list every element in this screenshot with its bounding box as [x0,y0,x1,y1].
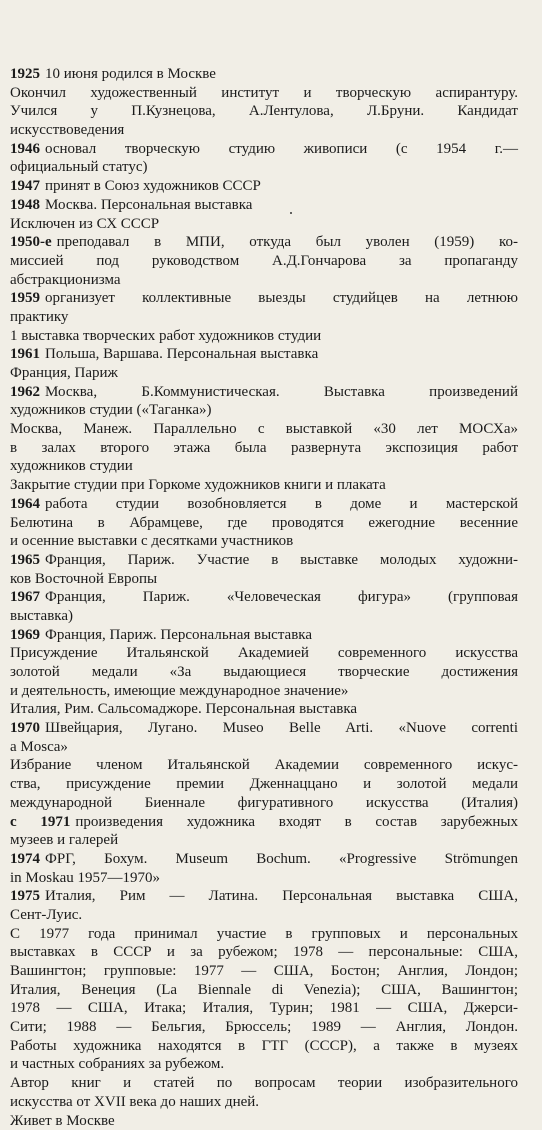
text-line [10,943,518,962]
line-text: Италия, Рим. Сальсомаджоре. Персональная выставка [10,701,357,717]
line-text: Белютина в Абрамцеве, где проводятся ежегодние весенние [10,515,518,531]
year-label: 1969 [10,627,40,643]
text-line [10,121,518,140]
line-text: Учился у П.Кузнецова, А.Лентулова, Л.Бруни. Кандидат [10,103,518,119]
year-label: 1946 [10,141,40,157]
year-label: 1948 [10,197,40,213]
text-line [10,532,518,551]
text-line [10,327,518,346]
text-line [10,457,518,476]
text-line [10,887,518,906]
year-label: 1961 [10,346,40,362]
year-label: 1947 [10,178,40,194]
year-label: 1974 [10,851,40,867]
line-text: in Moskau 1957—1970» [10,870,160,886]
year-label: 1964 [10,496,40,512]
text-line [10,1018,518,1037]
text-line [10,102,518,121]
line-text: миссией под руководством А.Д.Гончарова за пропаганду [10,253,518,269]
line-text: Автор книг и статей по вопросам теории изобразительного [10,1075,518,1091]
text-line [10,401,518,420]
biography-text [10,65,518,1130]
text-line [10,215,518,234]
line-text: работа студии возобновляется в доме и мастерской [45,496,518,512]
year-label: 1950-е [10,234,52,250]
line-text: ФРГ, Бохум. Museum Bochum. «Progressive Strömungen [45,851,518,867]
text-line [10,252,518,271]
year-label: 1959 [10,290,40,306]
text-line [10,999,518,1018]
text-line [10,495,518,514]
line-text: абстракционизма [10,272,121,288]
text-line [10,906,518,925]
line-text: международной Биеннале фигуративного искусства (Италия) [10,795,518,811]
text-line [10,869,518,888]
text-line [10,271,518,290]
line-text: в залах второго этажа была развернута экспозиция работ [10,440,518,456]
text-line [10,813,518,832]
line-text: Сент-Луис. [10,907,82,923]
text-line [10,439,518,458]
text-line [10,794,518,813]
text-line [10,626,518,645]
line-text: Швейцария, Лугано. Museo Belle Arti. «Nuove correnti [45,720,518,736]
line-text: Франция, Париж. Персональная выставка [45,627,312,643]
text-line [10,663,518,682]
text-line [10,570,518,589]
text-line [10,981,518,1000]
text-line [10,775,518,794]
year-label: 1962 [10,384,40,400]
text-line [10,1074,518,1093]
line-text: Италия, Рим — Латина. Персональная выставка США, [45,888,518,904]
text-line [10,551,518,570]
text-line [10,1112,518,1130]
text-line [10,65,518,84]
text-line [10,831,518,850]
year-label: 1965 [10,552,40,568]
text-line [10,850,518,869]
line-text: Франция, Париж. Участие в выставке молодых художни- [45,552,518,568]
text-line [10,476,518,495]
line-text: преподавал в МПИ, откуда был уволен (1959) ко- [57,234,518,250]
text-line [10,383,518,402]
line-text: официальный статус) [10,159,147,175]
text-line [10,308,518,327]
line-text: Польша, Варшава. Персональная выставка [45,346,318,362]
text-line [10,1093,518,1112]
line-text: Присуждение Итальянской Академией современного искусства [10,645,518,661]
text-line [10,289,518,308]
line-text: Исключен из СХ СССР [10,216,159,232]
line-text: основал творческую студию живописи (с 1954 г.— [45,141,518,157]
line-text: Работы художника находятся в ГТГ (СССР), а также в музеях [10,1038,518,1054]
line-text: принят в Союз художников СССР [45,178,261,194]
line-text: 10 июня родился в Москве [45,66,216,82]
text-line [10,925,518,944]
line-text: и частных собраниях за рубежом. [10,1056,224,1072]
line-text: Москва, Манеж. Параллельно с выставкой «30 лет МОСХа» [10,421,518,437]
line-text: искусствоведения [10,122,124,138]
text-line [10,140,518,159]
line-text: Окончил художественный институт и творческую аспирантуру. [10,85,518,101]
line-text: 1 выставка творческих работ художников студии [10,328,321,344]
line-text: С 1977 года принимал участие в групповых и персональных [10,926,518,942]
line-text: Сити; 1988 — Бельгия, Брюссель; 1989 — Англия, Лондон. [10,1019,518,1035]
line-text: музеев и галерей [10,832,118,848]
text-line [10,420,518,439]
year-label: с 1971 [10,814,70,830]
line-text: выставка) [10,608,73,624]
line-text: выставках в СССР и за рубежом; 1978 — персональные: США, [10,944,518,960]
line-text: Избрание членом Итальянской Академии современного искус- [10,757,518,773]
line-text: золотой медали «За выдающиеся творческие достижения [10,664,518,680]
year-label: 1967 [10,589,40,605]
line-text: художников студии [10,458,133,474]
text-line [10,364,518,383]
text-line [10,1037,518,1056]
line-text: практику [10,309,68,325]
line-text: Франция, Париж. «Человеческая фигура» (групповая [45,589,518,605]
line-text: и деятельность, имеющие международное значение» [10,683,348,699]
text-line [10,607,518,626]
text-line [10,84,518,103]
line-text: искусства от XVII века до наших дней. [10,1094,259,1110]
year-label: 1975 [10,888,40,904]
line-text: организует коллективные выезды студийцев на летнюю [45,290,518,306]
text-line [10,700,518,719]
text-line [10,962,518,981]
text-line [10,196,518,215]
year-label: 1970 [10,720,40,736]
text-line [10,233,518,252]
year-label: 1925 [10,66,40,82]
line-text: художников студии («Таганка») [10,402,212,418]
text-line [10,588,518,607]
line-text: Москва. Персональная выставка [45,197,252,213]
line-text: a Mosca» [10,739,68,755]
text-line [10,1055,518,1074]
line-text: произведения художника входят в состав зарубежных [75,814,518,830]
text-line [10,719,518,738]
line-text: Вашингтон; групповые: 1977 — США, Бостон; Англия, Лондон; [10,963,518,979]
text-line [10,682,518,701]
line-text: Италия, Венеция (La Biennale di Venezia); США, Вашингтон; [10,982,518,998]
text-line [10,158,518,177]
text-line [10,177,518,196]
line-text: и осенние выставки с десятками участников [10,533,293,549]
line-text: Закрытие студии при Горкоме художников книги и плаката [10,477,386,493]
text-line [10,756,518,775]
text-line [10,644,518,663]
line-text: Москва, Б.Коммунистическая. Выставка произведений [45,384,518,400]
line-text: ков Восточной Европы [10,571,157,587]
text-line [10,345,518,364]
line-text: Живет в Москве [10,1113,115,1129]
text-line [10,738,518,757]
line-text: Франция, Париж [10,365,118,381]
print-speck [290,212,292,214]
line-text: 1978 — США, Итака; Италия, Турин; 1981 — США, Джерси- [10,1000,518,1016]
line-text: ства, присуждение премии Дженнаццано и золотой медали [10,776,518,792]
text-line [10,514,518,533]
